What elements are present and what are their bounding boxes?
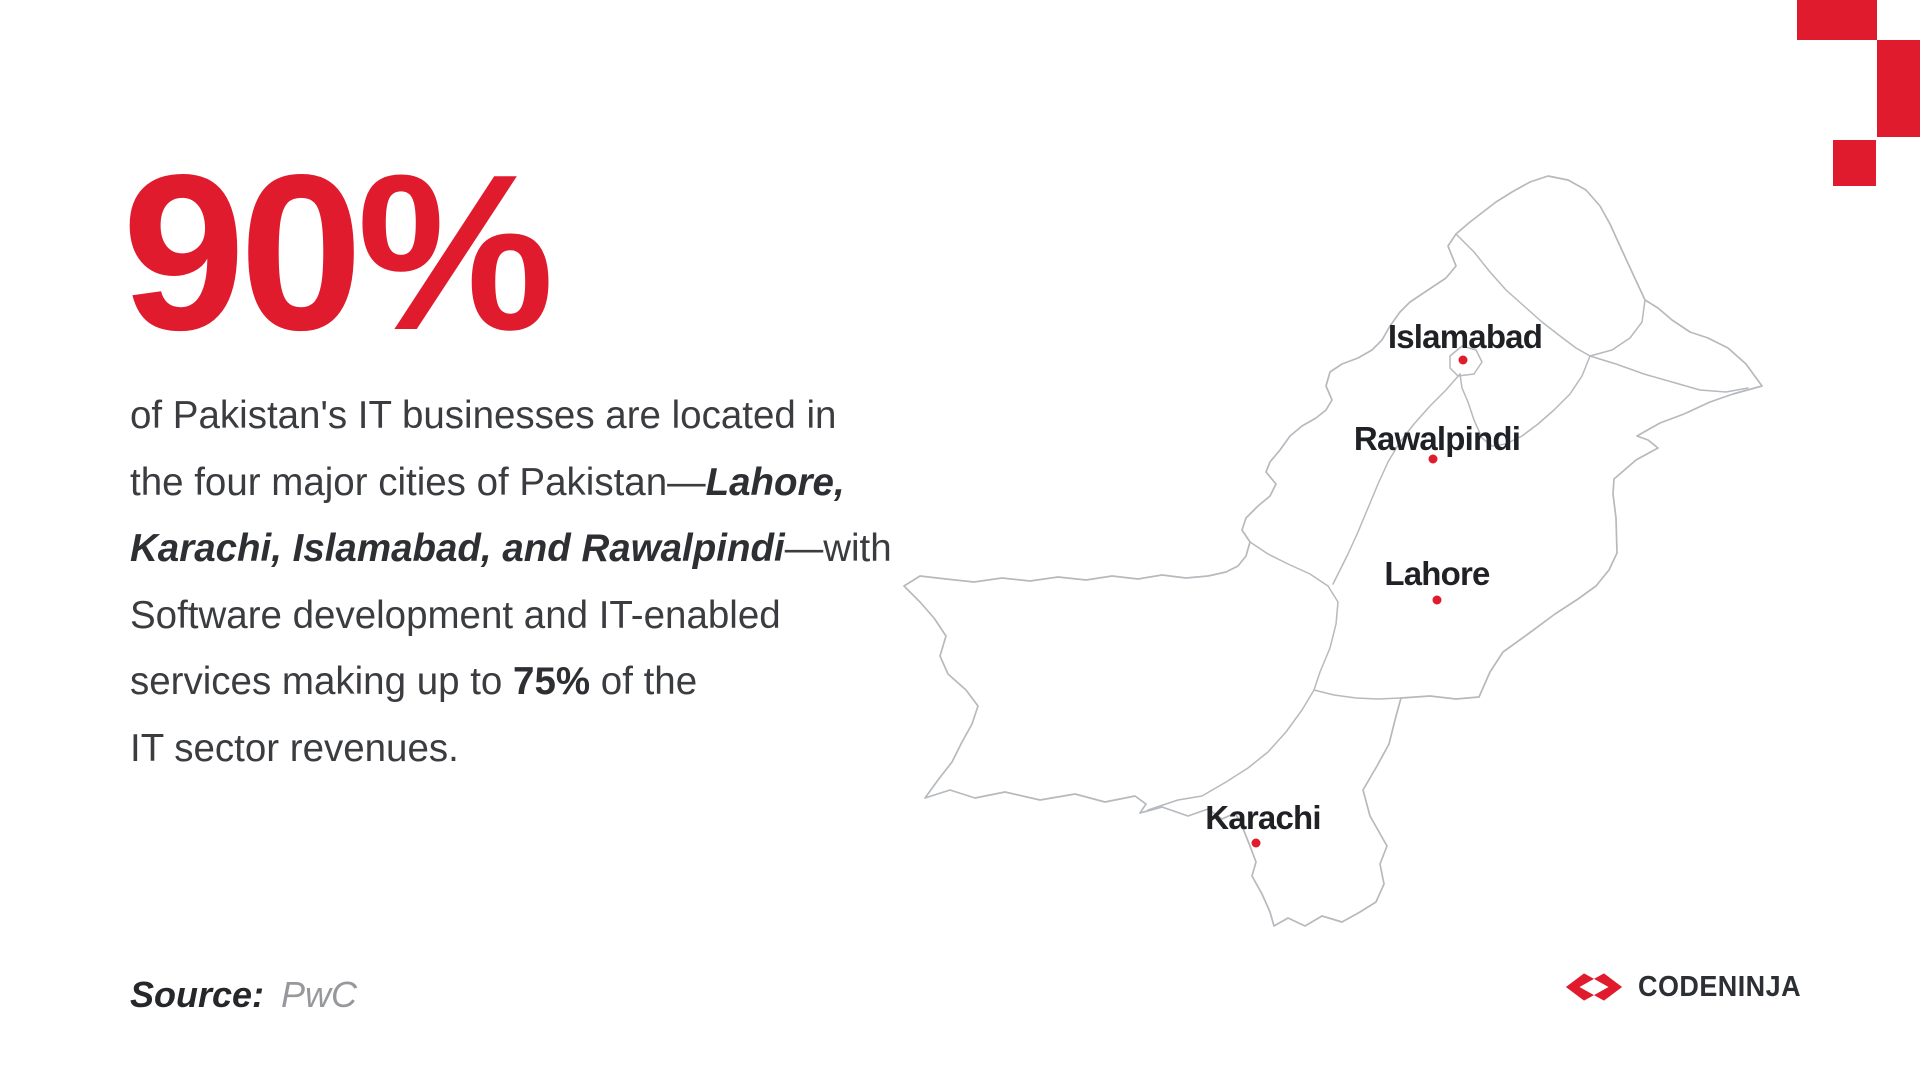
paragraph-line: the four major cities of Pakistan—Lahore, (130, 460, 845, 504)
city-label-rawalpindi: Rawalpindi (1353, 420, 1521, 457)
pakistan-map (890, 150, 1790, 950)
source-line (130, 973, 357, 1016)
codeninja-logo-icon (1565, 971, 1623, 1003)
city-label-lahore: Lahore (1384, 555, 1490, 592)
city-dot-karachi (1252, 839, 1261, 848)
city-label-karachi: Karachi (1205, 799, 1321, 836)
stat-description (130, 383, 960, 782)
city-dot-islamabad (1459, 356, 1468, 365)
paragraph-line: services making up to 75% of the (130, 660, 698, 703)
corner-square-decoration (1797, 0, 1877, 40)
country-outline (904, 176, 1762, 926)
corner-square-decoration (1833, 140, 1876, 186)
city-label-islamabad: Islamabad (1387, 318, 1543, 355)
paragraph-line: IT sector revenues. (130, 726, 459, 770)
stat-value: 90% (122, 129, 549, 377)
codeninja-logo (1565, 968, 1813, 1006)
source-value: PwC (281, 974, 358, 1015)
source-label: Source: (130, 974, 265, 1015)
codeninja-logo-text: CODENINJA (1638, 970, 1802, 1003)
paragraph-line: of Pakistan's IT businesses are located in (130, 394, 837, 437)
pakistan-map-svg (890, 150, 1790, 950)
corner-square-decoration (1877, 40, 1920, 137)
city-dot-lahore (1433, 596, 1442, 605)
paragraph-line: Karachi, Islamabad, and Rawalpindi—with (130, 527, 892, 570)
paragraph-line: Software development and IT-enabled (130, 593, 781, 637)
